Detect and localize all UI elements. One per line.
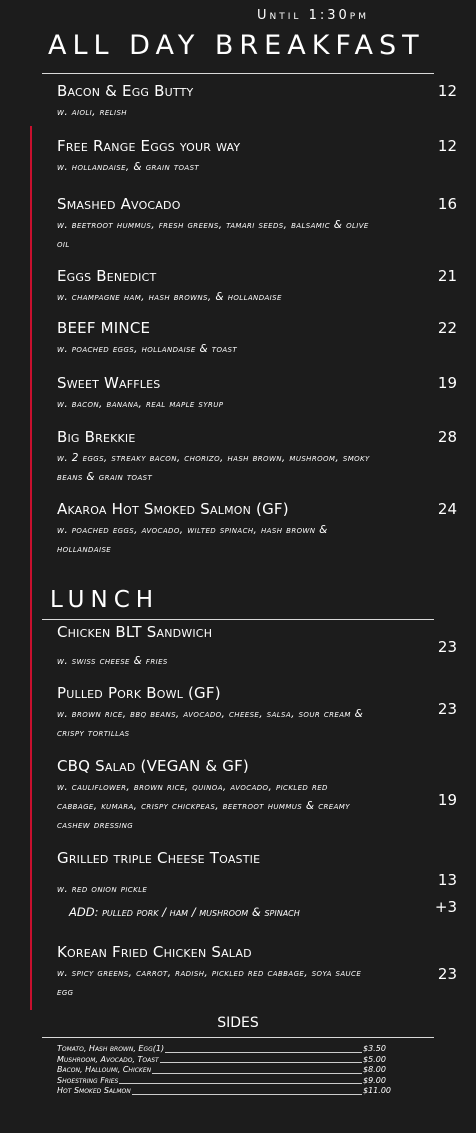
item-name: CBQ Salad (VEGAN & GF) bbox=[57, 757, 249, 775]
item-name: BEEF MINCE bbox=[57, 319, 151, 337]
item-price: 21 bbox=[437, 267, 457, 285]
leader-line bbox=[152, 1073, 362, 1074]
sides-title: SIDES bbox=[217, 1015, 259, 1031]
item-description: w. swiss cheese & fries bbox=[57, 655, 168, 667]
item-price: 16 bbox=[437, 195, 457, 213]
item-description: w. cauliflower, brown rice, quinoa, avocado, pickled red cabbage, kumara, crispy chickpeas, beetroot hummus & creamy cashew dressing bbox=[57, 781, 350, 831]
side-price: $3.50 bbox=[363, 1044, 386, 1053]
accent-bar bbox=[30, 126, 32, 1010]
side-name: Tomato, Hash brown, Egg(1) bbox=[57, 1044, 165, 1053]
item-description: w. beetroot hummus, fresh greens, tamari seeds, balsamic & olive oil bbox=[57, 219, 369, 250]
menu-item bbox=[57, 319, 457, 359]
item-name: Big Brekkie bbox=[57, 428, 136, 446]
item-description: w. brown rice, bbq beans, avocado, cheese, salsa, sour cream & crispy tortillas bbox=[57, 708, 364, 739]
side-price: $9.00 bbox=[363, 1075, 386, 1085]
item-price: 19 bbox=[437, 374, 457, 392]
item-name: Akaroa Hot Smoked Salmon (GF) bbox=[57, 500, 289, 518]
leader-line bbox=[132, 1094, 362, 1095]
lunch-title: LUNCH bbox=[50, 587, 160, 613]
menu-item bbox=[57, 757, 457, 835]
item-description: w. bacon, banana, real maple syrup bbox=[57, 398, 224, 410]
menu-item bbox=[57, 374, 457, 414]
menu-item bbox=[57, 943, 457, 1002]
item-description: w. red onion pickle bbox=[57, 883, 148, 895]
sides-divider bbox=[42, 1037, 434, 1038]
item-name: Grilled triple Cheese Toastie bbox=[57, 849, 261, 867]
menu-item bbox=[57, 137, 457, 177]
side-row bbox=[57, 1076, 397, 1087]
item-description: w. poached eggs, hollandaise & toast bbox=[57, 343, 238, 355]
sides-list bbox=[57, 1044, 397, 1097]
item-description: w. aioli, relish bbox=[57, 106, 127, 118]
item-addon: ADD: pulled pork / ham / mushroom & spinach bbox=[69, 905, 300, 919]
item-name: Bacon & Egg Butty bbox=[57, 82, 194, 100]
item-price: 28 bbox=[437, 428, 457, 446]
side-name: Hot Smoked Salmon bbox=[57, 1086, 131, 1095]
side-price: $11.00 bbox=[363, 1086, 391, 1095]
side-price: $5.00 bbox=[363, 1054, 386, 1064]
item-name: Sweet Waffles bbox=[57, 374, 161, 392]
item-price: 19 bbox=[437, 791, 457, 809]
item-name: Chicken BLT Sandwich bbox=[57, 623, 213, 641]
breakfast-hours: Until 1:30pm bbox=[257, 8, 369, 23]
menu-item bbox=[57, 500, 457, 559]
menu-item bbox=[57, 82, 457, 122]
menu-item bbox=[57, 195, 457, 254]
menu-item bbox=[57, 684, 457, 743]
side-name: Mushroom, Avocado, Toast bbox=[57, 1054, 159, 1064]
item-description: w. spicy greens, carrot, radish, pickled red cabbage, soya sauce egg bbox=[57, 967, 362, 998]
item-price: 13 bbox=[437, 871, 457, 889]
lunch-divider bbox=[42, 619, 434, 620]
breakfast-divider bbox=[42, 73, 434, 74]
item-description: w. hollandaise, & grain toast bbox=[57, 161, 200, 173]
menu-item bbox=[57, 428, 457, 487]
side-price: $8.00 bbox=[363, 1065, 386, 1074]
side-row bbox=[57, 1065, 397, 1076]
item-name: Eggs Benedict bbox=[57, 267, 157, 285]
item-price: 23 bbox=[437, 700, 457, 718]
item-price: 12 bbox=[437, 137, 457, 155]
leader-line bbox=[119, 1083, 362, 1084]
side-row bbox=[57, 1044, 397, 1055]
leader-line bbox=[160, 1062, 362, 1063]
item-description: w. 2 eggs, streaky bacon, chorizo, hash brown, mushroom, smoky beans & grain toast bbox=[57, 452, 370, 483]
item-name: Pulled Pork Bowl (GF) bbox=[57, 684, 221, 702]
item-description: w. champagne ham, hash browns, & hollandaise bbox=[57, 291, 282, 303]
item-price: 12 bbox=[437, 82, 457, 100]
item-price: 23 bbox=[437, 638, 457, 656]
item-name: Korean Fried Chicken Salad bbox=[57, 943, 252, 961]
side-row bbox=[57, 1055, 397, 1066]
item-price: 22 bbox=[437, 319, 457, 337]
item-price: 23 bbox=[437, 965, 457, 983]
addon-price: +3 bbox=[434, 898, 457, 916]
side-name: Shoestring Fries bbox=[57, 1075, 119, 1085]
item-name: Free Range Eggs your way bbox=[57, 137, 241, 155]
side-name: Bacon, Halloumi, Chicken bbox=[57, 1065, 152, 1074]
leader-line bbox=[165, 1052, 362, 1053]
menu-item bbox=[57, 267, 457, 307]
item-price: 24 bbox=[437, 500, 457, 518]
breakfast-title: ALL DAY BREAKFAST bbox=[48, 30, 425, 61]
item-name: Smashed Avocado bbox=[57, 195, 181, 213]
menu-item bbox=[57, 849, 457, 919]
side-row bbox=[57, 1086, 397, 1097]
item-description: w. poached eggs, avocado, wilted spinach, hash brown & hollandaise bbox=[57, 524, 328, 555]
menu-item bbox=[57, 623, 457, 671]
